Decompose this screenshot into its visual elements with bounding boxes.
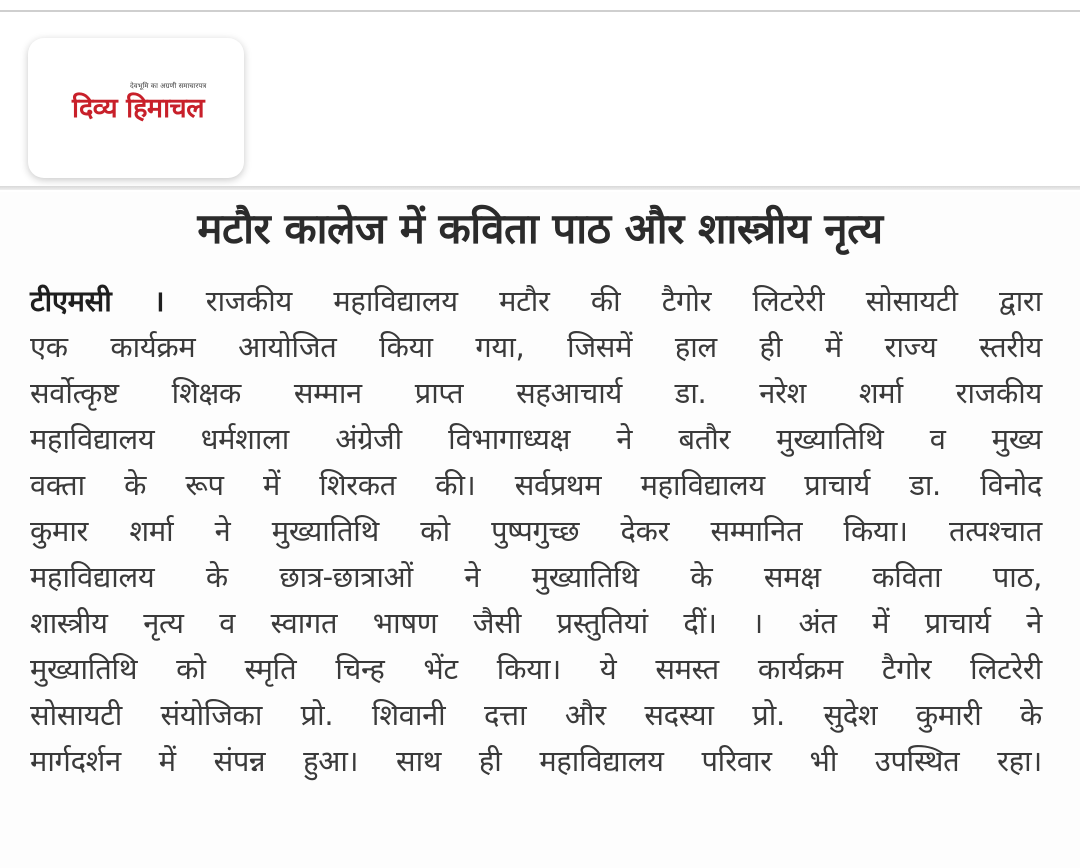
article-line: महाविद्यालय के छात्र-छात्राओं ने मुख्यातिथि के समक्ष कविता पाठ, [30,560,1042,594]
article-line: सर्वोत्कृष्ट शिक्षक सम्मान प्राप्त सहआचार्य डा. नरेश शर्मा राजकीय [30,376,1042,410]
article-line: एक कार्यक्रम आयोजित किया गया, जिसमें हाल ही में राज्य स्तरीय [30,330,1042,364]
article-line: कुमार शर्मा ने मुख्यातिथि को पुष्पगुच्छ देकर सम्मानित किया। तत्पश्चात [30,514,1042,548]
article-headline: मटौर कालेज में कविता पाठ और शास्त्रीय नृत्य [197,204,883,253]
article-line: शास्त्रीय नृत्य व स्वागत भाषण जैसी प्रस्तुतियां दीं। । अंत में प्राचार्य ने [30,606,1042,640]
article-line: वक्ता के रूप में शिरकत की। सर्वप्रथम महाविद्यालय प्राचार्य डा. विनोद [30,468,1042,502]
article-line: महाविद्यालय धर्मशाला अंग्रेजी विभागाध्यक्ष ने बतौर मुख्यातिथि व मुख्य [30,422,1042,456]
article-line-text: राजकीय महाविद्यालय मटौर की टैगोर लिटरेरी सोसायटी द्वारा [164,284,1042,318]
newspaper-logo-card [28,38,244,178]
article-line: मुख्यातिथि को स्मृति चिन्ह भेंट किया। ये समस्त कार्यक्रम टैगोर लिटरेरी [30,652,1042,686]
article-body [30,278,1042,784]
masthead-bar [0,12,1080,186]
article-line [30,278,1042,324]
news-clipping [0,192,1080,868]
header-divider [0,186,1080,190]
article-line: मार्गदर्शन में संपन्न हुआ। साथ ही महाविद्यालय परिवार भी उपस्थित रहा। [30,744,1042,778]
article-dateline: टीएमसी । [30,284,165,318]
logo-tagline: देवभूमि का अग्रणी समाचारपत्र [130,82,207,90]
newspaper-logo: दिव्य हिमाचल [71,93,205,124]
article-line: सोसायटी संयोजिका प्रो. शिवानी दत्ता और सदस्या प्रो. सुदेश कुमारी के [30,698,1042,732]
